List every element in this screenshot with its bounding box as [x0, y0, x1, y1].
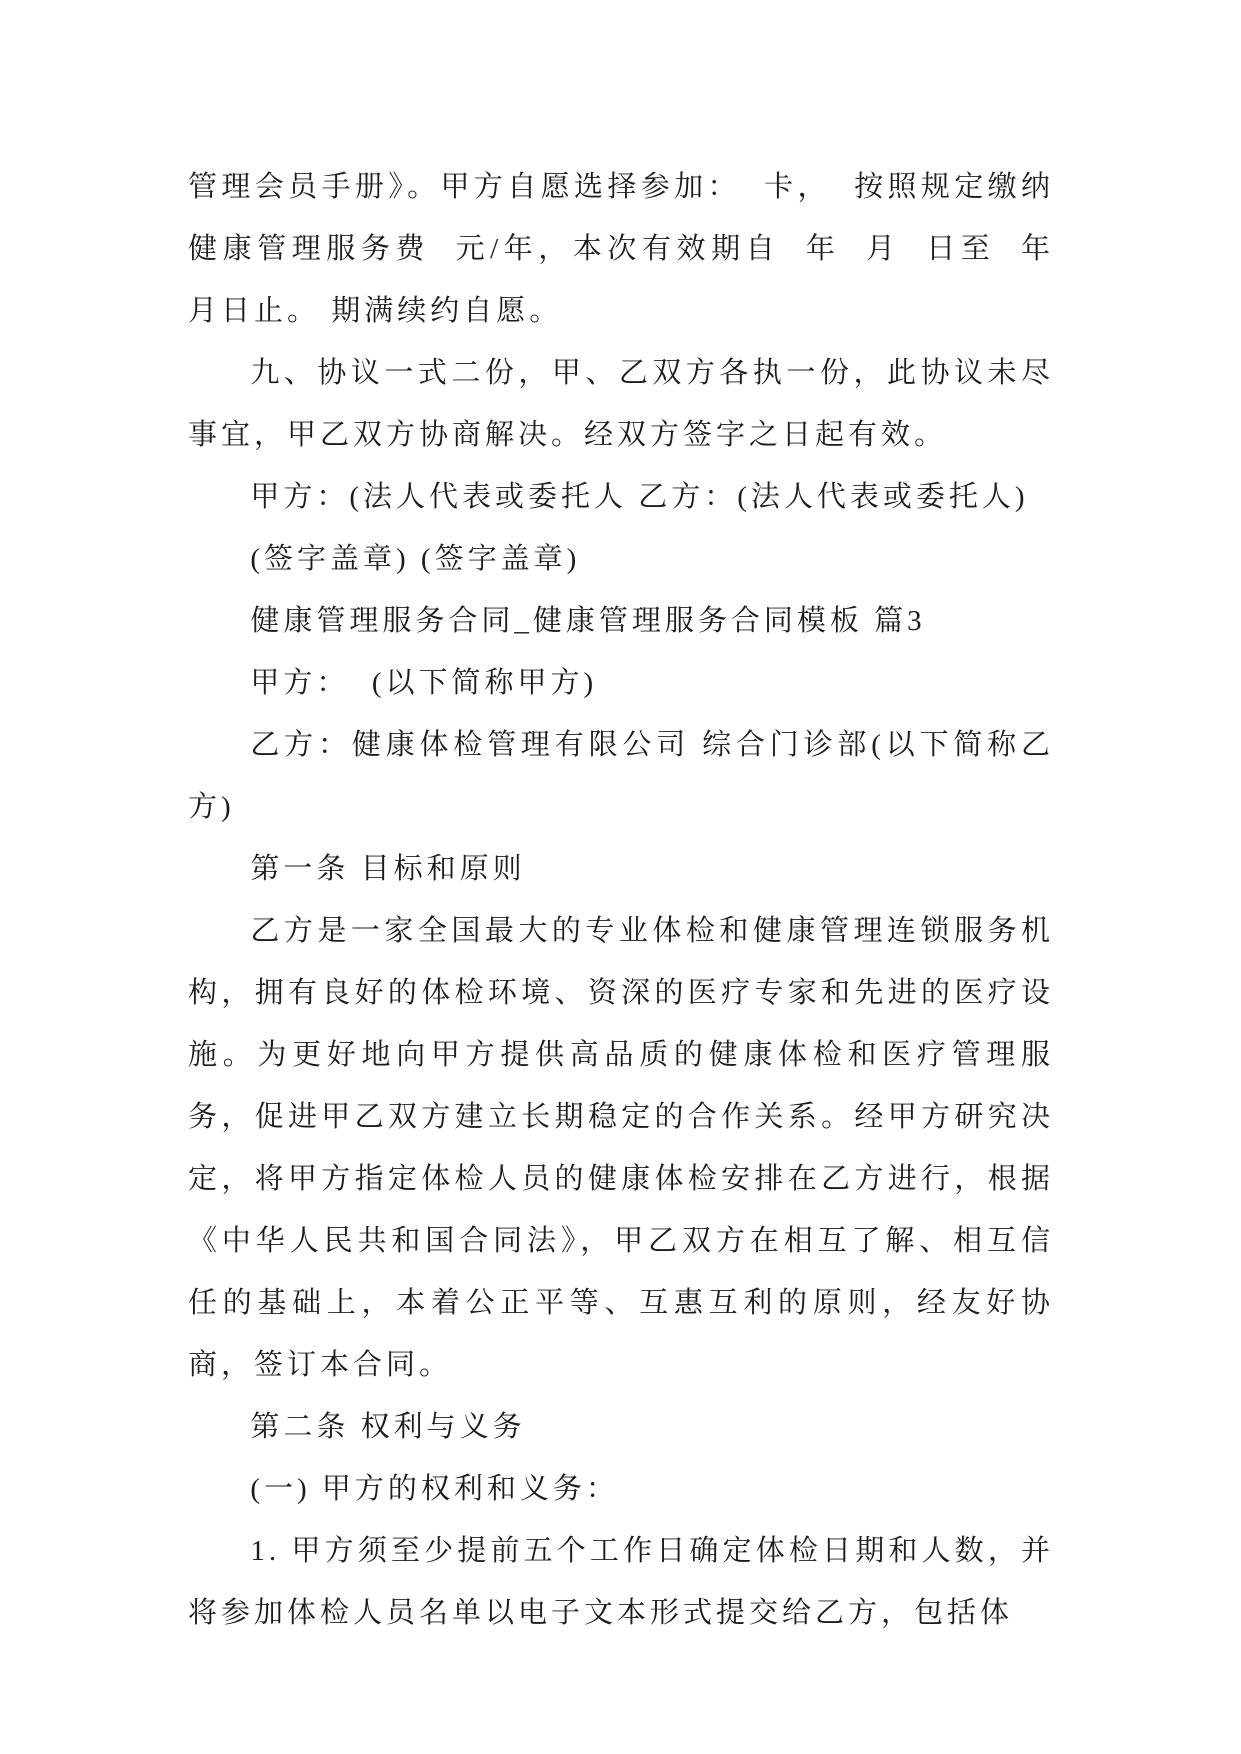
- paragraph-membership-fee: 管理会员手册》。甲方自愿选择参加： 卡， 按照规定缴纳健康管理服务费 元/年，本次有效期自 年 月 日至 年 月日止。 期满续约自愿。: [188, 171, 1077, 327]
- paragraph-signatory-parties: 甲方：(法人代表或委托人 乙方：(法人代表或委托人): [250, 481, 1029, 513]
- document-body: [188, 156, 1077, 1644]
- subsection-heading-party-a-rights: (一) 甲方的权利和义务：: [250, 1473, 619, 1505]
- article-heading-2: 第二条 权利与义务: [250, 1411, 526, 1443]
- article-heading-1: 第一条 目标和原则: [250, 853, 526, 885]
- paragraph-party-b: 乙方：健康体检管理有限公司 综合门诊部(以下简称乙方): [188, 729, 1054, 823]
- paragraph-clause-nine: 九、协议一式二份，甲、乙双方各执一份，此协议未尽事宜，甲乙双方协商解决。经双方签字之日起有效。: [188, 357, 1054, 451]
- paragraph-goals-principles: 乙方是一家全国最大的专业体检和健康管理连锁服务机构，拥有良好的体检环境、资深的医疗专家和先进的医疗设施。为更好地向甲方提供高品质的健康体检和医疗管理服务，促进甲乙双方建立长期稳定的合作关系。经甲方研究决定，将甲方指定体检人员的健康体检安排在乙方进行，根据《中华人民共和国合同法》，甲乙双方在相互了解、相互信任的基础上，本着公正平等、互惠互利的原则，经友好协商，签订本合同。: [188, 915, 1054, 1381]
- section-heading-part-3: 健康管理服务合同_健康管理服务合同模板 篇3: [250, 605, 926, 637]
- paragraph-item-1: 1. 甲方须至少提前五个工作日确定体检日期和人数，并将参加体检人员名单以电子文本形式提交给乙方，包括体: [188, 1535, 1054, 1629]
- paragraph-party-a: 甲方： (以下简称甲方): [250, 667, 598, 699]
- paragraph-signature-seal: (签字盖章) (签字盖章): [250, 543, 581, 575]
